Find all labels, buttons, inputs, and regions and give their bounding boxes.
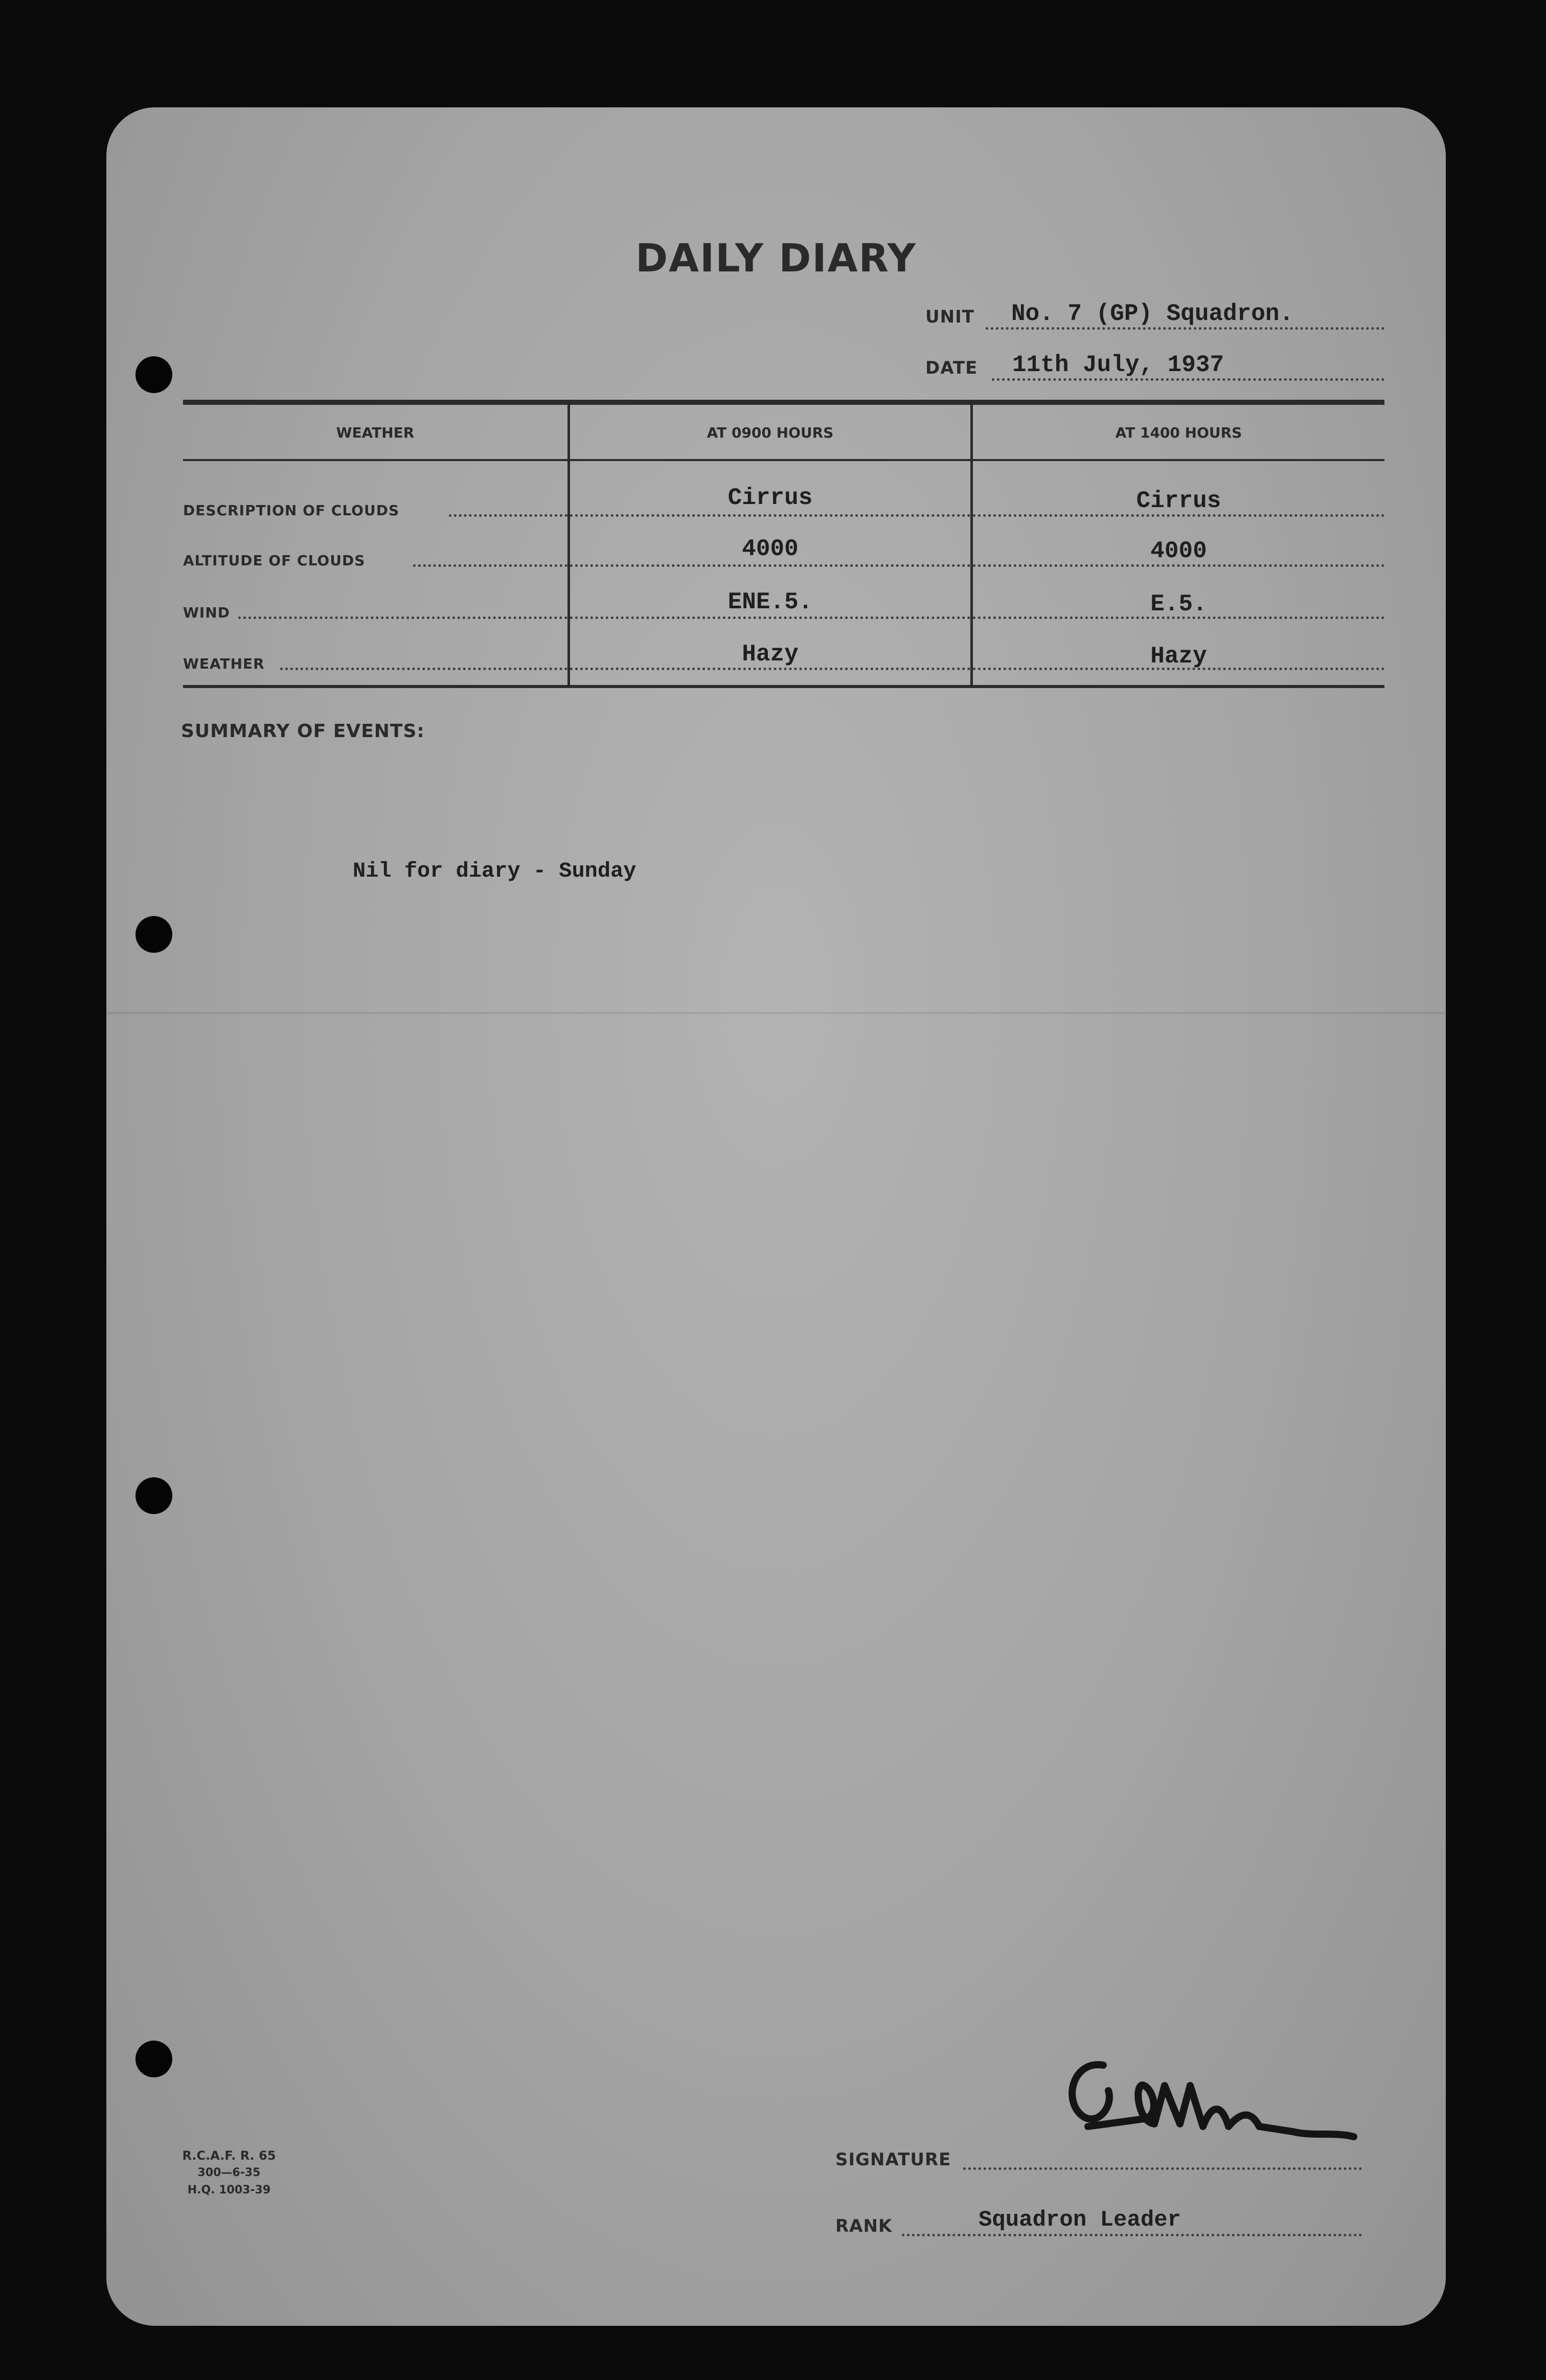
date-line [992,378,1384,381]
unit-label: UNIT [925,307,974,327]
form-number-line: 300—6-35 [197,2166,261,2179]
cell-clouds-0900: Cirrus [727,485,813,511]
signature-label: SIGNATURE [835,2149,951,2170]
cell-wind-0900: ENE.5. [727,589,813,615]
row-label-weather: WEATHER [183,655,265,672]
row-label-description: DESCRIPTION OF CLOUDS [183,502,400,519]
summary-text: Nil for diary - Sunday [353,859,636,883]
row-label-altitude: ALTITUDE OF CLOUDS [183,552,366,569]
rank-label: RANK [835,2216,893,2236]
diary-sheet [106,107,1446,2326]
date-value: 11th July, 1937 [1012,352,1224,378]
unit-line [986,327,1384,330]
date-label: DATE [925,358,978,378]
header-0900: AT 0900 HOURS [707,424,834,441]
row-line [570,564,970,567]
table-header-rule [183,459,1384,461]
table-top-rule [183,400,1384,405]
row-line [449,514,567,517]
cell-weather-1400: Hazy [1150,643,1207,670]
cell-wind-1400: E.5. [1150,591,1207,617]
fold-line [106,1012,1446,1014]
row-line [280,668,567,670]
row-line [973,564,1384,567]
row-line [238,616,567,619]
binder-hole-3 [135,1477,172,1514]
rank-line [902,2234,1362,2236]
handwritten-signature [1027,2029,1395,2183]
cell-weather-0900: Hazy [742,641,799,668]
row-line [973,514,1384,517]
form-number-line: H.Q. 1003-39 [187,2184,271,2196]
cell-altitude-1400: 4000 [1150,538,1207,564]
form-number-line: R.C.A.F. R. 65 [182,2148,276,2163]
row-label-wind: WIND [183,604,230,621]
table-bottom-rule [183,685,1384,688]
rank-value: Squadron Leader [979,2207,1181,2233]
binder-hole-1 [135,356,172,393]
form-title: DAILY DIARY [635,235,917,281]
unit-value: No. 7 (GP) Squadron. [1011,301,1294,327]
row-line [570,616,970,619]
summary-label: SUMMARY OF EVENTS: [181,721,425,742]
binder-hole-2 [135,916,172,953]
row-line [570,668,970,670]
binder-hole-4 [135,2041,172,2077]
header-weather: WEATHER [336,424,415,441]
cell-clouds-1400: Cirrus [1136,488,1221,514]
header-1400: AT 1400 HOURS [1115,424,1242,441]
cell-altitude-0900: 4000 [742,536,799,562]
row-line [570,514,970,517]
row-line [413,564,567,567]
form-number [163,2147,295,2199]
